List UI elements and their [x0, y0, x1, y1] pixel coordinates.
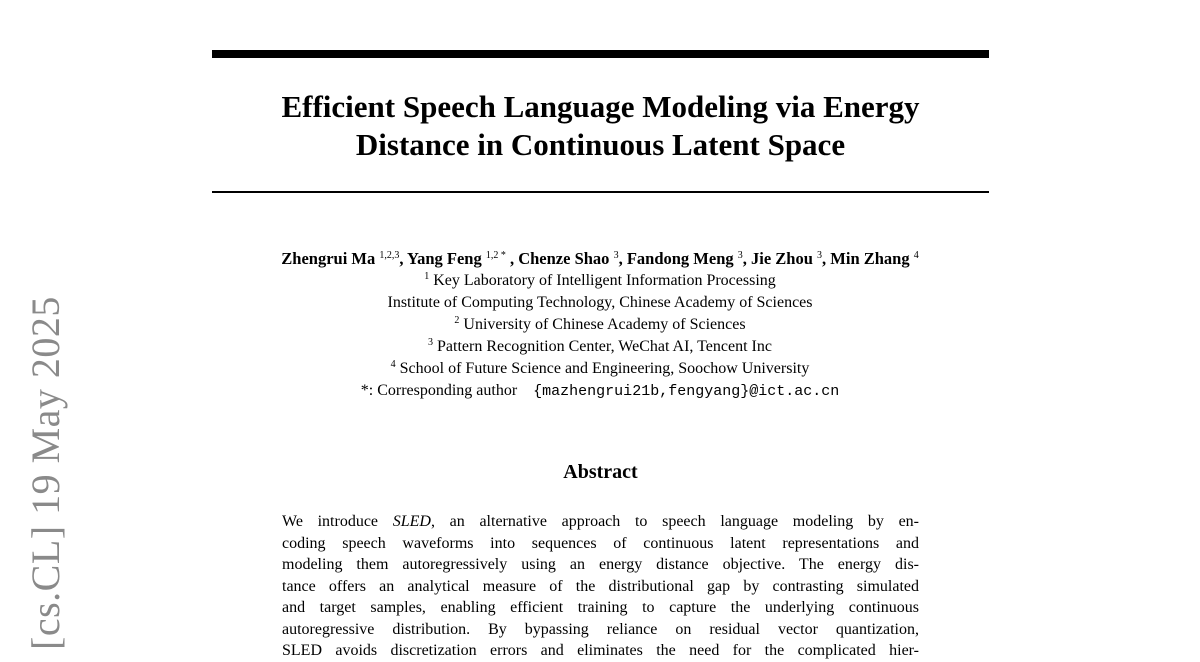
affiliation-line	[200, 292, 1000, 314]
method-name-emphasis: SLED	[392, 513, 431, 530]
author-affiliation-mark: 1,2,3	[379, 250, 400, 261]
abstract-text: , an alternative approach to speech language modeling by en-	[430, 513, 920, 530]
author-separator: ,	[399, 249, 407, 268]
author-list	[200, 248, 1000, 270]
paper-title	[212, 88, 989, 164]
abstract-line: and target samples, enabling efficient training to capture the underlying continuous	[282, 599, 919, 616]
author-block	[200, 248, 1000, 403]
affiliation-text: Key Laboratory of Intelligent Information Processing	[433, 272, 776, 289]
title-top-rule	[212, 50, 989, 58]
author-separator: ,	[618, 249, 627, 268]
author-name: Yang Feng	[407, 249, 482, 268]
author-separator: ,	[822, 249, 831, 268]
title-bottom-rule	[212, 191, 989, 193]
title-line-2: Distance in Continuous Latent Space	[355, 127, 846, 162]
author-separator: ,	[505, 249, 519, 268]
abstract-line: autoregressive distribution. By bypassing reliance on residual vector quantization,	[282, 620, 919, 638]
affiliation-mark: 1	[424, 271, 430, 282]
author-name: Chenze Shao	[518, 249, 610, 268]
abstract-line: SLED avoids discretization errors and eliminates the need for the complicated hier-	[282, 642, 919, 659]
abstract-line: coding speech waveforms into sequences of continuous latent representations and	[282, 534, 919, 552]
abstract-text: We introduce	[282, 513, 393, 530]
affiliation-mark: 2	[454, 315, 460, 326]
author-affiliation-mark: 3	[737, 250, 743, 261]
corresponding-email-link[interactable]: {mazhengrui21b,fengyang}@ict.ac.cn	[533, 383, 840, 400]
affiliation-mark: 4	[390, 359, 396, 370]
affiliation-line	[200, 314, 1000, 336]
affiliation-mark: 3	[428, 337, 434, 348]
affiliation-line	[200, 358, 1000, 380]
title-line-1: Efficient Speech Language Modeling via Energy	[281, 89, 920, 124]
affiliation-text: School of Future Science and Engineering, Soochow University	[399, 360, 810, 377]
abstract-body	[282, 511, 919, 662]
affiliation-text: University of Chinese Academy of Sciences	[463, 316, 746, 333]
affiliation-line	[200, 270, 1000, 292]
abstract-heading: Abstract	[563, 461, 638, 483]
author-affiliation-mark: 3	[817, 250, 823, 261]
affiliation-text: Pattern Recognition Center, WeChat AI, Tencent Inc	[437, 338, 772, 355]
abstract-line	[282, 511, 919, 533]
affiliation-line	[200, 336, 1000, 358]
author-name: Zhengrui Ma	[281, 249, 376, 268]
corresponding-author-label: *: Corresponding author	[360, 382, 518, 399]
abstract-line: modeling them autoregressively using an energy distance objective. The energy dis-	[282, 556, 919, 573]
author-separator: ,	[742, 249, 751, 268]
author-name: Min Zhang	[830, 249, 910, 268]
abstract-line: tance offers an analytical measure of the distributional gap by contrasting simulated	[282, 577, 919, 595]
author-affiliation-mark: 1,2 *	[485, 250, 506, 261]
author-name: Fandong Meng	[626, 249, 734, 268]
arxiv-side-stamp: [cs.CL] 19 May 2025	[23, 296, 68, 650]
author-name: Jie Zhou	[751, 249, 813, 268]
corresponding-author-line	[200, 380, 1000, 403]
author-affiliation-mark: 3	[613, 250, 619, 261]
affiliation-text: Institute of Computing Technology, Chinese Academy of Sciences	[387, 294, 813, 311]
author-affiliation-mark: 4	[913, 250, 919, 261]
